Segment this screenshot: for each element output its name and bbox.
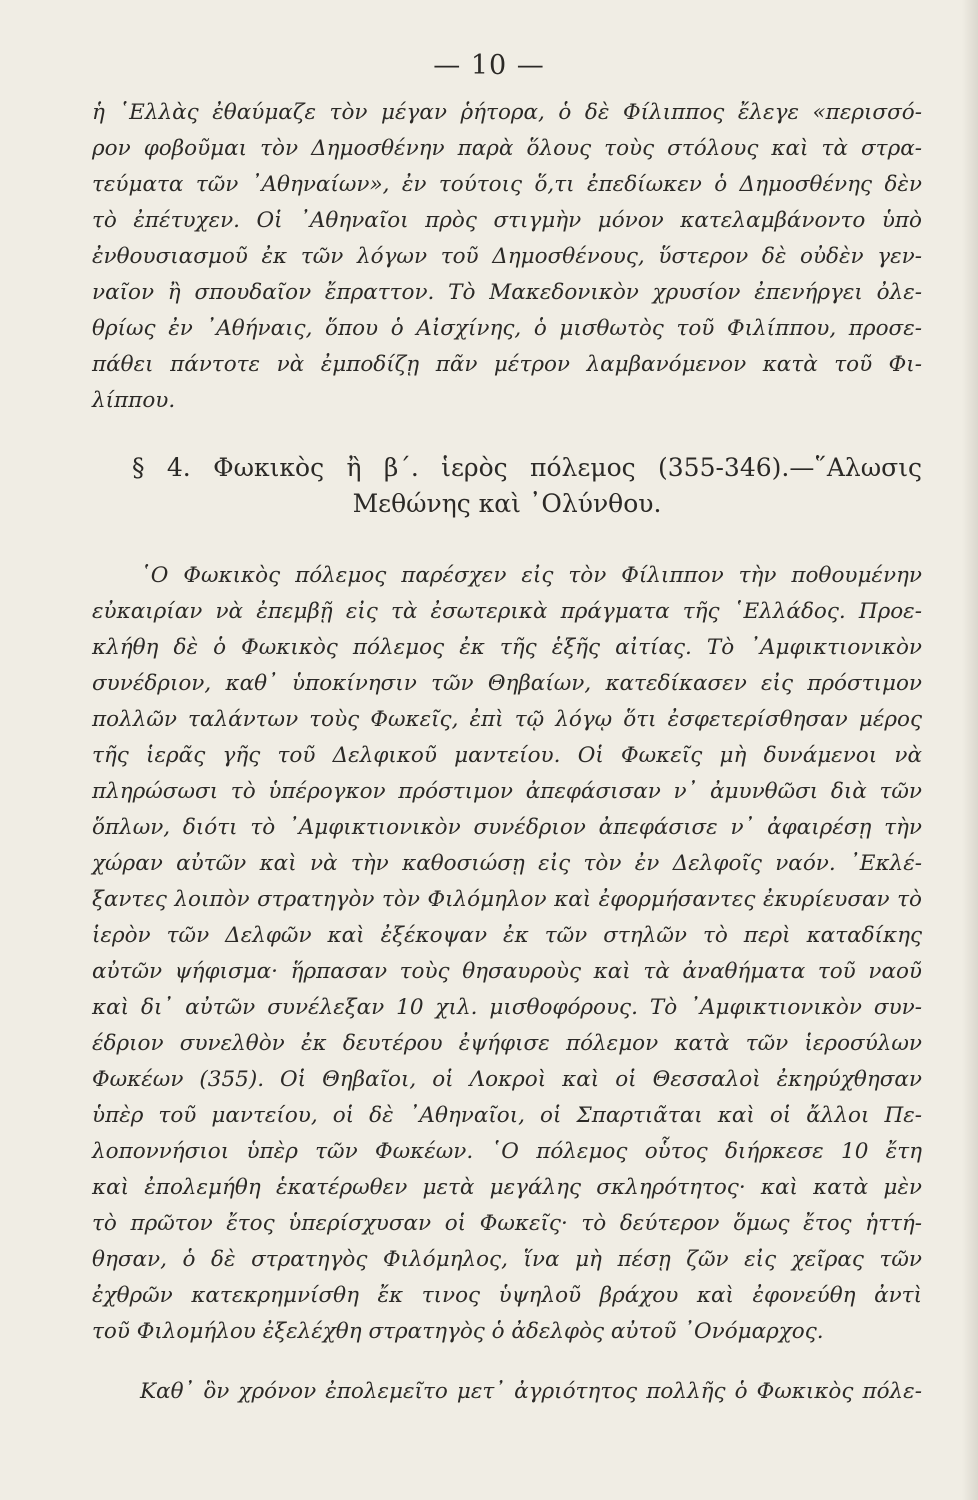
text-line: ῾Ο Φωκικὸς πόλεμος παρέσχεν εἰς τὸν Φίλιππον τὴν ποθουμένην: [140, 563, 922, 588]
text-line: εὐκαιρίαν νὰ ἐπεμβῇ εἰς τὰ ἐσωτερικὰ πράγματα τῆς ῾Ελλάδος. Προε-: [92, 599, 922, 624]
paragraph-3: [92, 1374, 922, 1410]
text-line: λίππου.: [92, 388, 176, 413]
text-line: πληρώσωσι τὸ ὑπέρογκον πρόστιμον ἀπεφάσισαν ν᾿ ἀμυνθῶσι διὰ τῶν: [92, 779, 922, 804]
section-heading: [92, 450, 922, 522]
text-line: θησαν, ὁ δὲ στρατηγὸς Φιλόμηλος, ἵνα μὴ πέσῃ ζῶν εἰς χεῖρας τῶν: [92, 1247, 922, 1272]
text-line: καὶ δι᾿ αὐτῶν συνέλεξαν 10 χιλ. μισθοφόρους. Τὸ ᾿Αμφικτιονικὸν συν-: [92, 995, 922, 1020]
text-line: λοποννήσιοι ὑπὲρ τῶν Φωκέων. ῾Ο πόλεμος οὗτος διήρκεσε 10 ἔτη: [92, 1139, 922, 1164]
text-line: πάθει πάντοτε νὰ ἐμποδίζῃ πᾶν μέτρον λαμβανόμενον κατὰ τοῦ Φι-: [92, 352, 922, 377]
section-heading-line-2: Μεθώνης καὶ ᾿Ολύνθου.: [352, 489, 662, 518]
page-edge-shadow: [962, 0, 978, 1500]
text-line: ἐχθρῶν κατεκρημνίσθη ἔκ τινος ὑψηλοῦ βράχου καὶ ἐφονεύθη ἀντὶ: [92, 1283, 922, 1308]
text-line: Φωκέων (355). Οἱ Θηβαῖοι, οἱ Λοκροὶ καὶ οἱ Θεσσαλοὶ ἐκηρύχθησαν: [92, 1067, 922, 1092]
section-heading-line-1: § 4. Φωκικὸς ἢ β΄. ἱερὸς πόλεμος (355-346).—῞Αλωσις: [132, 453, 922, 482]
text-line: ὅπλων, διότι τὸ ᾿Αμφικτιονικὸν συνέδριον ἀπεφάσισε ν᾿ ἀφαιρέσῃ τὴν: [92, 815, 922, 840]
text-line: ἱερὸν τῶν Δελφῶν καὶ ἐξέκοψαν ἐκ τῶν στηλῶν τὸ περὶ καταδίκης: [92, 923, 922, 948]
text-line: καὶ ἐπολεμήθη ἑκατέρωθεν μετὰ μεγάλης σκληρότητος· καὶ κατὰ μὲν: [92, 1175, 922, 1200]
text-line: ὑπὲρ τοῦ μαντείου, οἱ δὲ ᾿Αθηναῖοι, οἱ Σπαρτιᾶται καὶ οἱ ἄλλοι Πε-: [92, 1103, 922, 1128]
page-number: — 10 —: [433, 50, 545, 81]
paragraph-1: [92, 95, 922, 419]
text-line: θρίως ἐν ᾿Αθήναις, ὅπου ὁ Αἰσχίνης, ὁ μισθωτὸς τοῦ Φιλίππου, προσε-: [92, 316, 922, 341]
text-line: έδριον συνελθὸν ἐκ δευτέρου ἐψήφισε πόλεμον κατὰ τῶν ἱεροσύλων: [92, 1031, 922, 1056]
text-line: τεύματα τῶν ᾿Αθηναίων», ἐν τούτοις ὅ,τι ἐπεδίωκεν ὁ Δημοσθένης δὲν: [92, 172, 922, 197]
paragraph-2: [92, 558, 922, 1350]
text-line: τὸ ἐπέτυχεν. Οἱ ᾿Αθηναῖοι πρὸς στιγμὴν μόνον κατελαμβάνοντο ὑπὸ: [92, 208, 922, 233]
text-line: ἡ ῾Ελλὰς ἐθαύμαζε τὸν μέγαν ῥήτορα, ὁ δὲ Φίλιππος ἔλεγε «περισσό-: [92, 100, 922, 125]
text-line: ἐνθουσιασμοῦ ἐκ τῶν λόγων τοῦ Δημοσθένους, ὕστερον δὲ οὐδὲν γεν-: [92, 244, 922, 269]
text-line: κλήθη δὲ ὁ Φωκικὸς πόλεμος ἐκ τῆς ἑξῆς αἰτίας. Τὸ ᾿Αμφικτιονικὸν: [92, 635, 922, 660]
text-line: ρον φοβοῦμαι τὸν Δημοσθένην παρὰ ὅλους τοὺς στόλους καὶ τὰ στρα-: [92, 136, 922, 161]
text-line: αὐτῶν ψήφισμα· ἥρπασαν τοὺς θησαυροὺς καὶ τὰ ἀναθήματα τοῦ ναοῦ: [92, 959, 922, 984]
text-line: ναῖον ἢ σπουδαῖον ἔπραττον. Τὸ Μακεδονικὸν χρυσίον ἐπενήργει ὀλε-: [92, 280, 922, 305]
text-line: πολλῶν ταλάντων τοὺς Φωκεῖς, ἐπὶ τῷ λόγῳ ὅτι ἐσφετερίσθησαν μέρος: [92, 707, 922, 732]
text-line: τῆς ἱερᾶς γῆς τοῦ Δελφικοῦ μαντείου. Οἱ Φωκεῖς μὴ δυνάμενοι νὰ: [92, 743, 922, 768]
text-line: συνέδριον, καθ᾿ ὑποκίνησιν τῶν Θηβαίων, κατεδίκασεν εἰς πρόστιμον: [92, 671, 922, 696]
text-line: χώραν αὐτῶν καὶ νὰ τὴν καθοσιώσῃ εἰς τὸν ἐν Δελφοῖς ναόν. ᾿Εκλέ-: [92, 851, 922, 876]
text-line: τοῦ Φιλομήλου ἐξελέχθη στρατηγὸς ὁ ἀδελφὸς αὐτοῦ ᾿Ονόμαρχος.: [92, 1319, 824, 1344]
text-line: τὸ πρῶτον ἔτος ὑπερίσχυσαν οἱ Φωκεῖς· τὸ δεύτερον ὅμως ἔτος ἡττή-: [92, 1211, 922, 1236]
text-line: ξαντες λοιπὸν στρατηγὸν τὸν Φιλόμηλον καὶ ἐφορμήσαντες ἐκυρίευσαν τὸ: [92, 887, 922, 912]
text-line: Καθ᾿ ὃν χρόνον ἐπολεμεῖτο μετ᾿ ἀγριότητος πολλῆς ὁ Φωκικὸς πόλε-: [140, 1379, 922, 1404]
